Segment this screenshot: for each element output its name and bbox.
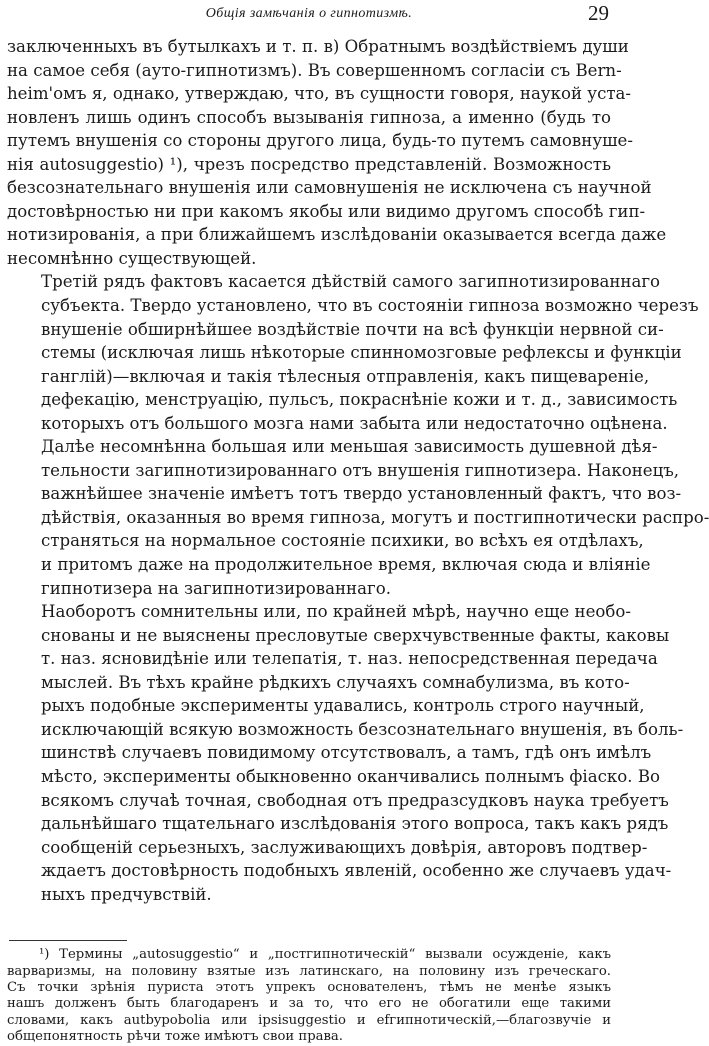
footnote-line: варваризмы, на половину взятые изъ латинскаго, на половину изъ греческаго. <box>7 963 611 979</box>
footnote-separator <box>9 940 127 941</box>
text-line: Третій рядъ фактовъ касается дѣйствій самого загипнотизированнаго <box>41 272 661 292</box>
footnote-line: ¹) Термины „autosuggestio“ и „постгипнотическій“ вызвали осужденіе, какъ <box>39 947 611 963</box>
text-line: исключающій всякую возможность безсознательнаго внушенія, въ боль- <box>41 719 684 739</box>
text-line: на самое себя (ауто-гипнотизмъ). Въ совершенномъ согласіи съ Bern- <box>7 60 622 80</box>
paragraph <box>7 270 699 435</box>
text-line: ждаетъ достовѣрность подобныхъ явленій, особенно же случаевъ удач- <box>41 861 672 881</box>
text-line: heim'омъ я, однако, утверждаю, что, въ сущности говоря, наукой уста- <box>7 84 632 104</box>
text-line: которыхъ отъ большого мозга нами забыта или недостаточно оцѣнена. <box>41 413 668 433</box>
text-line: шинствѣ случаевъ повидимому отсутствовалъ, а тамъ, гдѣ онъ имѣлъ <box>41 743 652 763</box>
text-line: путемъ внушенія со стороны другого лица, будь-то путемъ самовнуше- <box>7 131 633 151</box>
text-line: и притомъ даже на продолжительное время, включая сюда и вліяніе <box>41 555 651 575</box>
page-number: 29 <box>588 1 609 25</box>
text-line: стемы (исключая лишь нѣкоторые спинномозговые рефлексы и функціи <box>41 343 682 363</box>
text-line: несомнѣнно существующей. <box>7 248 257 268</box>
text-line: всякомъ случаѣ точная, свободная отъ предразсудковъ наука требуетъ <box>41 790 669 810</box>
text-line: снованы и не выяснены пресловутые сверхчувственные факты, каковы <box>41 625 670 645</box>
text-line: достовѣрностью ни при какомъ якобы или видимо другомъ способѣ гип- <box>7 201 646 221</box>
page-header <box>7 0 611 30</box>
text-line: тельности загипнотизированнаго отъ внушенія гипнотизера. Наконецъ, <box>41 460 680 480</box>
footnote-line: нашъ долженъ быть благодаренъ и за то, что его не обогатили еще такими <box>7 996 611 1012</box>
text-line: внушеніе обширнѣйшее воздѣйствіе почти на всѣ функціи нервной си- <box>41 319 664 339</box>
text-line: мыслей. Въ тѣхъ крайне рѣдкихъ случаяхъ сомнабулизма, въ кото- <box>41 672 630 692</box>
text-line: нія autosuggestio) ¹), чрезъ посредство представленій. Возможность <box>7 154 611 174</box>
text-line: нотизированія, а при ближайшемъ изслѣдованіи оказывается всегда даже <box>7 225 667 245</box>
running-title: Общія замѣчанія о гипнотизмѣ. <box>205 6 413 21</box>
text-line: рыхъ подобные эксперименты удавались, контроль строго научный, <box>41 696 645 716</box>
text-line: дальнѣйшаго тщательнаго изслѣдованія этого вопроса, такъ какъ рядъ <box>41 814 669 834</box>
text-line: безсознательнаго внушенія или самовнушенія не исключена съ научной <box>7 178 652 198</box>
text-line: Наоборотъ сомнительны или, по крайней мѣрѣ, научно еще необо- <box>41 602 631 622</box>
text-line: важнѣйшее значеніе имѣетъ тотъ твердо установленный фактъ, что воз- <box>41 484 682 504</box>
text-line: Далѣе несомнѣнна большая или меньшая зависимость душевной дѣя- <box>41 437 658 457</box>
text-line: дефекацію, менструацію, пульсъ, покраснѣніе кожи и т. д., зависимость <box>41 390 678 410</box>
text-line: ныхъ предчувствій. <box>41 884 212 904</box>
text-line: ганглій)—включая и такія тѣлесныя отправленія, какъ пищевареніе, <box>41 366 650 386</box>
paragraph <box>7 600 684 906</box>
footnote-line: общепонятность рѣчи тоже имѣютъ свои права. <box>7 1029 343 1045</box>
text-line: мѣсто, эксперименты обыкновенно оканчивались полнымъ фіаско. Во <box>41 766 661 786</box>
footnote-line: Съ точки зрѣнія пуриста этотъ упрекъ основателенъ, тѣмъ не менѣе языкъ <box>7 980 611 996</box>
text-line: гипнотизера на загипнотизированнаго. <box>41 578 391 598</box>
footnote-line: словами, какъ autbypobolia или ipsisuggestio и efгипнотическій,—благозвучіе и <box>7 1012 611 1028</box>
text-line: т. наз. ясновидѣніе или телепатія, т. наз. непосредственная передача <box>41 649 658 669</box>
text-line: страняться на нормальное состояніе психики, во всѣхъ ея отдѣлахъ, <box>41 531 644 551</box>
text-line: новленъ лишь одинъ способъ вызыванія гипноза, а именно (будь то <box>7 107 611 127</box>
text-line: дѣйствія, оказанныя во время гипноза, могутъ и постгипнотически распро- <box>41 507 709 527</box>
body-text <box>7 35 709 906</box>
paragraph <box>7 35 667 270</box>
text-line: заключенныхъ въ бутылкахъ и т. п. в) Обратнымъ воздѣйствіемъ души <box>7 37 629 56</box>
paragraph <box>7 435 709 600</box>
text-line: сообщеній серьезныхъ, заслуживающихъ довѣрія, авторовъ подтвер- <box>41 837 648 857</box>
text-line: субъекта. Твердо установлено, что въ состояніи гипноза возможно черезъ <box>41 296 699 316</box>
footnote <box>7 947 611 1045</box>
